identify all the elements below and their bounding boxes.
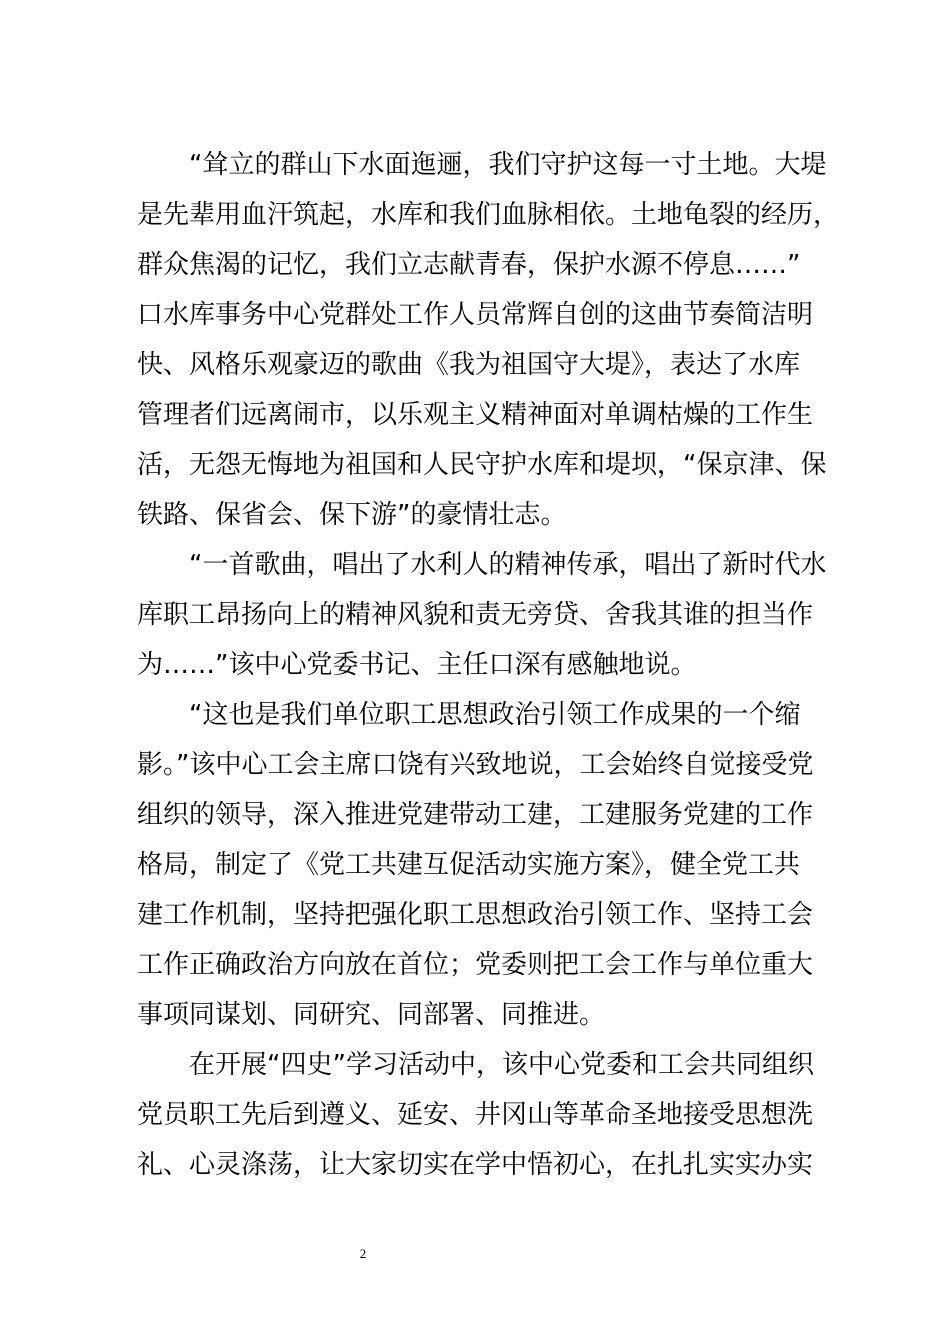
text-line: “一首歌曲，唱出了水利人的精神传承，唱出了新时代水 [137, 550, 827, 580]
page-number: 2 [359, 1246, 367, 1261]
text-line: 管理者们远离闹市，以乐观主义精神面对单调枯燥的工作生 [137, 400, 814, 430]
text-line: 库职工昂扬向上的精神风貌和责无旁贷、舍我其谁的担当作 [137, 600, 814, 630]
text-line: “这也是我们单位职工思想政治引领工作成果的一个缩 [137, 700, 801, 730]
text-line: 建工作机制，坚持把强化职工思想政治引领工作、坚持工会 [137, 900, 814, 930]
text-line: 为……”该中心党委书记、主任口深有感触地说。 [137, 650, 697, 680]
text-line: 工作正确政治方向放在首位；党委则把工会工作与单位重大 [137, 950, 814, 980]
text-line: “耸立的群山下水面迤逦，我们守护这每一寸土地。大堤 [137, 150, 827, 180]
body-text [137, 140, 840, 1190]
text-line: 快、风格乐观豪迈的歌曲《我为祖国守大堤》，表达了水库 [137, 350, 801, 380]
text-line: 格局，制定了《党工共建互促活动实施方案》，健全党工共 [137, 850, 801, 880]
text-line: 群众焦渴的记忆，我们立志献青春，保护水源不停息……” [137, 250, 801, 280]
text-line: 事项同谋划、同研究、同部署、同推进。 [137, 1000, 606, 1030]
text-line: 礼、心灵涤荡，让大家切实在学中悟初心，在扎扎实实办实 [137, 1150, 814, 1180]
text-line: 是先辈用血汗筑起，水库和我们血脉相依。土地龟裂的经历， [137, 200, 840, 230]
text-line: 活，无怨无悔地为祖国和人民守护水库和堤坝，“保京津、保 [137, 450, 827, 480]
text-line: 影。”该中心工会主席口饶有兴致地说，工会始终自觉接受党 [137, 750, 814, 780]
text-line: 口水库事务中心党群处工作人员常辉自创的这曲节奏简洁明 [137, 300, 814, 330]
text-line: 铁路、保省会、保下游”的豪情壮志。 [137, 500, 567, 530]
text-line: 在开展“四史”学习活动中，该中心党委和工会共同组织 [137, 1050, 814, 1080]
text-line: 组织的领导，深入推进党建带动工建，工建服务党建的工作 [137, 800, 814, 830]
text-line: 党员职工先后到遵义、延安、井冈山等革命圣地接受思想洗 [137, 1100, 814, 1130]
